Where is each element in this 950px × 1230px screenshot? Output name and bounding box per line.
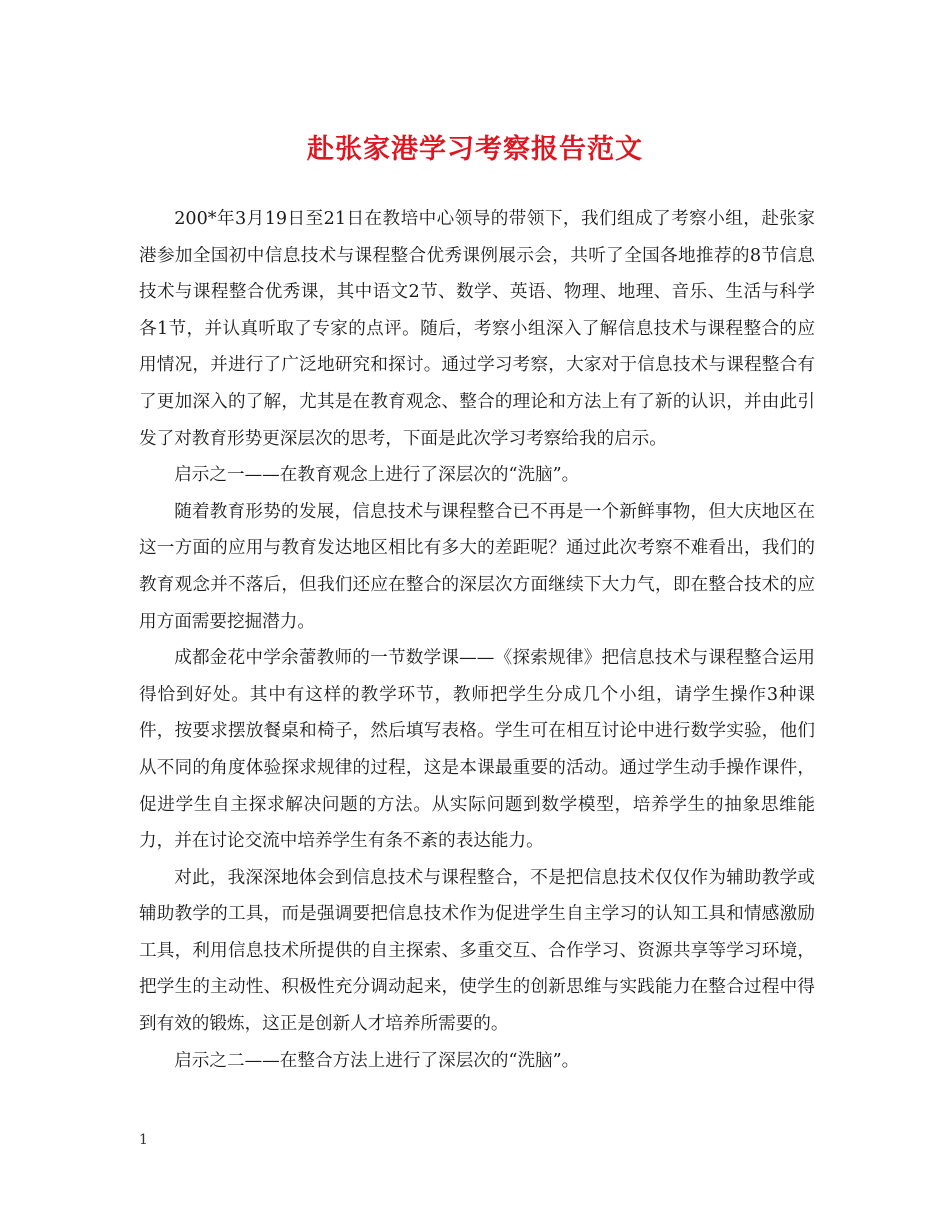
paragraph-education-trend: 随着教育形势的发展，信息技术与课程整合已不再是一个新鲜事物，但大庆地区在这一方面的应用与教育发达地区相比有多大的差距呢？通过此次考察不难看出，我们的教育观念并不落后，但我们还应在整合的深层次方面继续下大力气，即在整合技术的应用方面需要挖掘潜力。 [139,501,815,632]
paragraph-insight-one-heading: 启示之一——在教育观念上进行了深层次的“洗脑”。 [174,465,580,486]
document-body [139,201,815,1079]
paragraph-intro: 200*年3月19日至21日在教培中心领导的带领下，我们组成了考察小组，赴张家港参加全国初中信息技术与课程整合优秀课例展示会，共听了全国各地推荐的8节信息技术与课程整合优秀课，其中语文2节、数学、英语、物理、地理、音乐、生活与科学各1节，并认真听取了专家的点评。随后，考察小组深入了解信息技术与课程整合的应用情况，并进行了广泛地研究和探讨。通过学习考察，大家对于信息技术与课程整合有了更加深入的了解，尤其是在教育观念、整合的理论和方法上有了新的认识，并由此引发了对教育形势更深层次的思考，下面是此次学习考察给我的启示。 [139,209,815,449]
paragraph-reflection: 对此，我深深地体会到信息技术与课程整合，不是把信息技术仅仅作为辅助教学或辅助教学的工具，而是强调要把信息技术作为促进学生自主学习的认知工具和情感激励工具，利用信息技术所提供的自主探索、多重交互、合作学习、资源共享等学习环境，把学生的主动性、积极性充分调动起来，使学生的创新思维与实践能力在整合过程中得到有效的锻炼，这正是创新人才培养所需要的。 [139,867,815,1035]
document-title: 赴张家港学习考察报告范文 [307,134,643,165]
paragraph-insight-two-heading: 启示之二——在整合方法上进行了深层次的“洗脑”。 [174,1050,580,1071]
paragraph-math-lesson: 成都金花中学余蕾教师的一节数学课——《探索规律》把信息技术与课程整合运用得恰到好处。其中有这样的教学环节，教师把学生分成几个小组，请学生操作3种课件，按要求摆放餐桌和椅子，然后填写表格。学生可在相互讨论中进行数学实验，他们从不同的角度体验探求规律的过程，这是本课最重要的活动。通过学生动手操作课件，促进学生自主探求解决问题的方法。从实际问题到数学模型，培养学生的抽象思维能力，并在讨论交流中培养学生有条不紊的表达能力。 [139,648,815,852]
page-number: 1 [139,1132,148,1148]
